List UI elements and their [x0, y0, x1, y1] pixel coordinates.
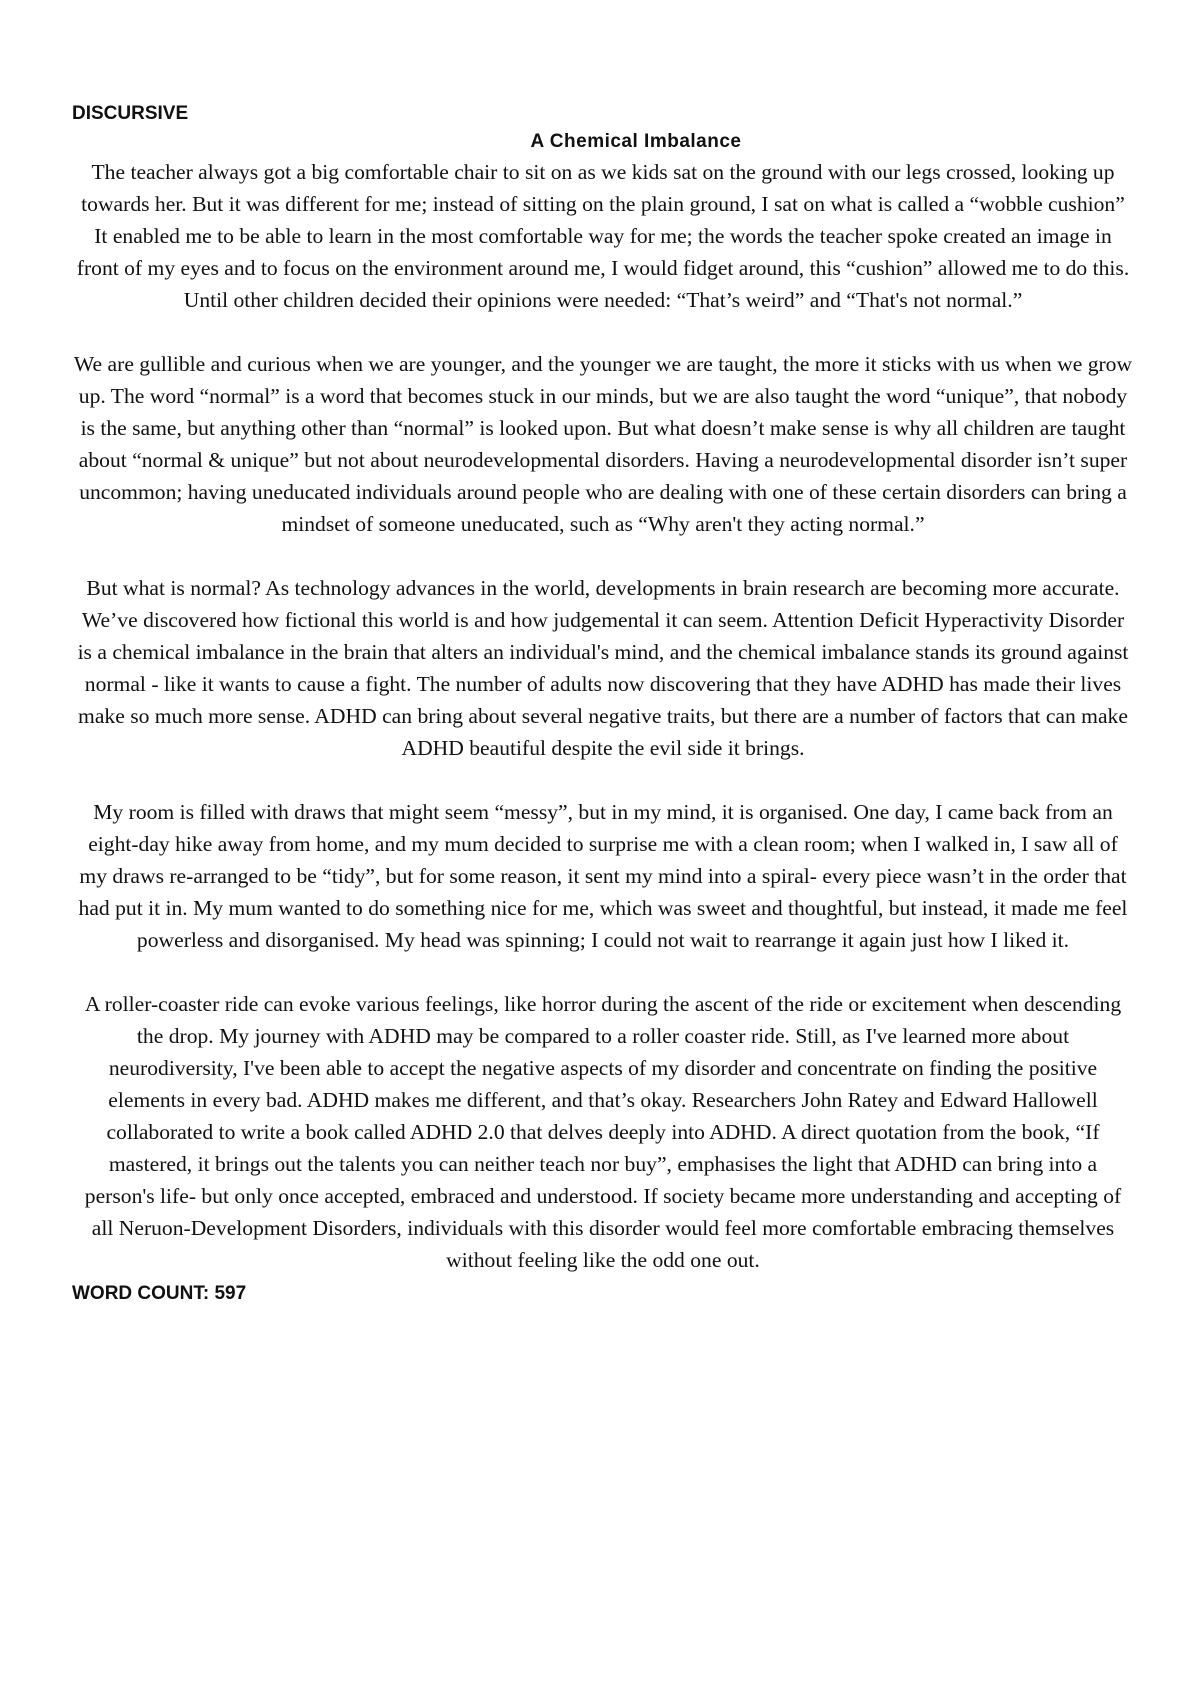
word-count: WORD COUNT: 597 — [72, 1283, 247, 1304]
document-page — [72, 100, 1134, 1308]
paragraph-spacer — [72, 764, 1134, 796]
paragraph-4: My room is filled with draws that might seem “messy”, but in my mind, it is organised. One day, I came back from an eight-day hike away from home, and my mum decided to surprise me with a clean room; when I walked in, I saw all of my draws re-arranged to be “tidy”, but for some reason, it sent my mind into a spiral- every piece wasn’t in the order that had put it in. My mum wanted to do something nice for me, which was sweet and thoughtful, but instead, it made me feel powerless and disorganised. My head was spinning; I could not wait to rearrange it again just how I liked it. — [78, 800, 1128, 952]
paragraph-5: A roller-coaster ride can evoke various feelings, like horror during the ascent of the ride or excitement when descending the drop. My journey with ADHD may be compared to a roller coaster ride. Still, as I've learned more about neurodiversity, I've been able to accept the negative aspects of my disorder and concentrate on finding the positive elements in every bad. ADHD makes me different, and that’s okay. Researchers John Ratey and Edward Hallowell collaborated to write a book called ADHD 2.0 that delves deeply into ADHD. A direct quotation from the book, “If mastered, it brings out the talents you can neither teach nor buy”, emphasises the light that ADHD can bring into a person's life- but only once accepted, embraced and understood. If society became more understanding and accepting of all Neruon-Development Disorders, individuals with this disorder would feel more comfortable embracing themselves without feeling like the odd one out. — [84, 992, 1122, 1272]
paragraph-3: But what is normal? As technology advances in the world, developments in brain research are becoming more accurate. We’ve discovered how fictional this world is and how judgemental it can seem. Attention Deficit Hyperactivity Disorder is a chemical imbalance in the brain that alters an individual's mind, and the chemical imbalance stands its ground against normal - like it wants to cause a fight. The number of adults now discovering that they have ADHD has made their lives make so much more sense. ADHD can bring about several negative traits, but there are a number of factors that can make ADHD beautiful despite the evil side it brings. — [77, 576, 1129, 760]
paragraph-spacer — [72, 316, 1134, 348]
paragraph-1: The teacher always got a big comfortable chair to sit on as we kids sat on the ground with our legs crossed, looking up towards her. But it was different for me; instead of sitting on the plain ground, I sat on what is called a “wobble cushion” It enabled me to be able to learn in the most comfortable way for me; the words the teacher spoke created an image in front of my eyes and to focus on the environment around me, I would fidget around, this “cushion” allowed me to do this. Until other children decided their opinions were needed: “That’s weird” and “That's not normal.” — [76, 160, 1130, 312]
paragraph-spacer — [72, 540, 1134, 572]
document-title: A Chemical Imbalance — [530, 131, 742, 152]
paragraph-2: We are gullible and curious when we are younger, and the younger we are taught, the more it sticks with us when we grow up. The word “normal” is a word that becomes stuck in our minds, but we are also taught the word “unique”, that nobody is the same, but anything other than “normal” is looked upon. But what doesn’t make sense is why all children are taught about “normal & unique” but not about neurodevelopmental disorders. Having a neurodevelopmental disorder isn’t super uncommon; having uneducated individuals around people who are dealing with one of these certain disorders can bring a mindset of someone uneducated, such as “Why aren't they acting normal.” — [73, 352, 1133, 536]
document-label: DISCURSIVE — [72, 103, 189, 124]
paragraph-spacer — [72, 956, 1134, 988]
